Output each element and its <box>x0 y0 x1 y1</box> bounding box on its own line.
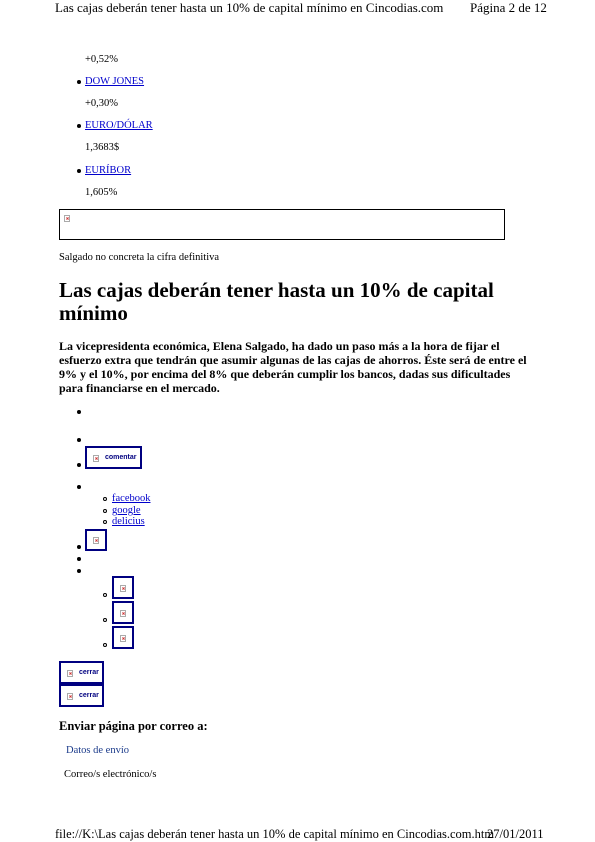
sublist-bullet <box>103 593 107 597</box>
comment-button-label: comentar <box>105 454 137 461</box>
broken-image-icon <box>93 455 99 462</box>
broken-image-icon <box>93 537 99 544</box>
market-link-euribor[interactable]: EURÍBOR <box>85 165 132 176</box>
page-footer-date: 27/01/2011 <box>487 827 544 841</box>
share-link-facebook[interactable]: facebook <box>112 493 151 504</box>
email-form-heading: Enviar página por correo a: <box>59 719 208 733</box>
page-number: Página 2 de 12 <box>470 0 547 15</box>
article-headline: Las cajas deberán tener hasta un 10% de capital mínimo <box>59 278 494 325</box>
close-button-label: cerrar <box>79 692 99 699</box>
share-link-google[interactable]: google <box>112 505 141 516</box>
article-caption: Salgado no concreta la cifra definitiva <box>59 252 220 263</box>
list-bullet <box>77 557 81 561</box>
email-field-label: Correo/s electrónico/s <box>64 769 157 780</box>
list-bullet <box>77 485 81 489</box>
tool-icon-button[interactable] <box>112 601 134 624</box>
broken-image-icon <box>64 215 70 222</box>
broken-image-icon <box>67 693 73 700</box>
tool-icon-button[interactable] <box>112 626 134 649</box>
comment-button[interactable] <box>85 446 142 469</box>
broken-image-icon <box>120 635 126 642</box>
page-header-title: Las cajas deberán tener hasta un 10% de capital mínimo en Cincodias.com <box>55 0 444 15</box>
market-value: 1,605% <box>85 187 118 198</box>
sublist-bullet <box>103 618 107 622</box>
list-bullet <box>77 124 81 128</box>
article-lead: La vicepresidenta económica, Elena Salgado, ha dado un paso más a la hora de fijar el esfuerzo extra que tendrán que asumir algunas de las cajas de ahorros. Éste será de entre el 9% y el 10%, por encima del 8% que deberán cumplir los bancos, dadas sus dificultades para financiarse en el mercado. <box>59 339 527 395</box>
page-footer-path: file://K:\Las cajas deberán tener hasta un 10% de capital mínimo en Cincodias.com.htm <box>55 827 495 841</box>
list-bullet <box>77 569 81 573</box>
ad-banner-placeholder <box>59 209 505 240</box>
list-bullet <box>77 410 81 414</box>
list-bullet <box>77 463 81 467</box>
list-bullet <box>77 438 81 442</box>
share-link-delicius[interactable]: delicius <box>112 516 145 527</box>
sublist-bullet <box>103 509 107 513</box>
close-button-label: cerrar <box>79 669 99 676</box>
share-more-button[interactable] <box>85 529 107 551</box>
list-bullet <box>77 80 81 84</box>
sublist-bullet <box>103 643 107 647</box>
tool-icon-button[interactable] <box>112 576 134 599</box>
market-value: 1,3683$ <box>85 142 120 153</box>
broken-image-icon <box>120 585 126 592</box>
market-value: +0,52% <box>85 54 119 65</box>
market-link-dow-jones[interactable]: DOW JONES <box>85 76 145 87</box>
list-bullet <box>77 545 81 549</box>
sublist-bullet <box>103 520 107 524</box>
broken-image-icon <box>120 610 126 617</box>
email-form-section: Datos de envío <box>66 745 129 756</box>
market-value: +0,30% <box>85 98 119 109</box>
broken-image-icon <box>67 670 73 677</box>
close-button[interactable] <box>59 684 104 707</box>
list-bullet <box>77 169 81 173</box>
market-link-euro-dolar[interactable]: EURO/DÓLAR <box>85 120 153 131</box>
close-button[interactable] <box>59 661 104 684</box>
sublist-bullet <box>103 497 107 501</box>
